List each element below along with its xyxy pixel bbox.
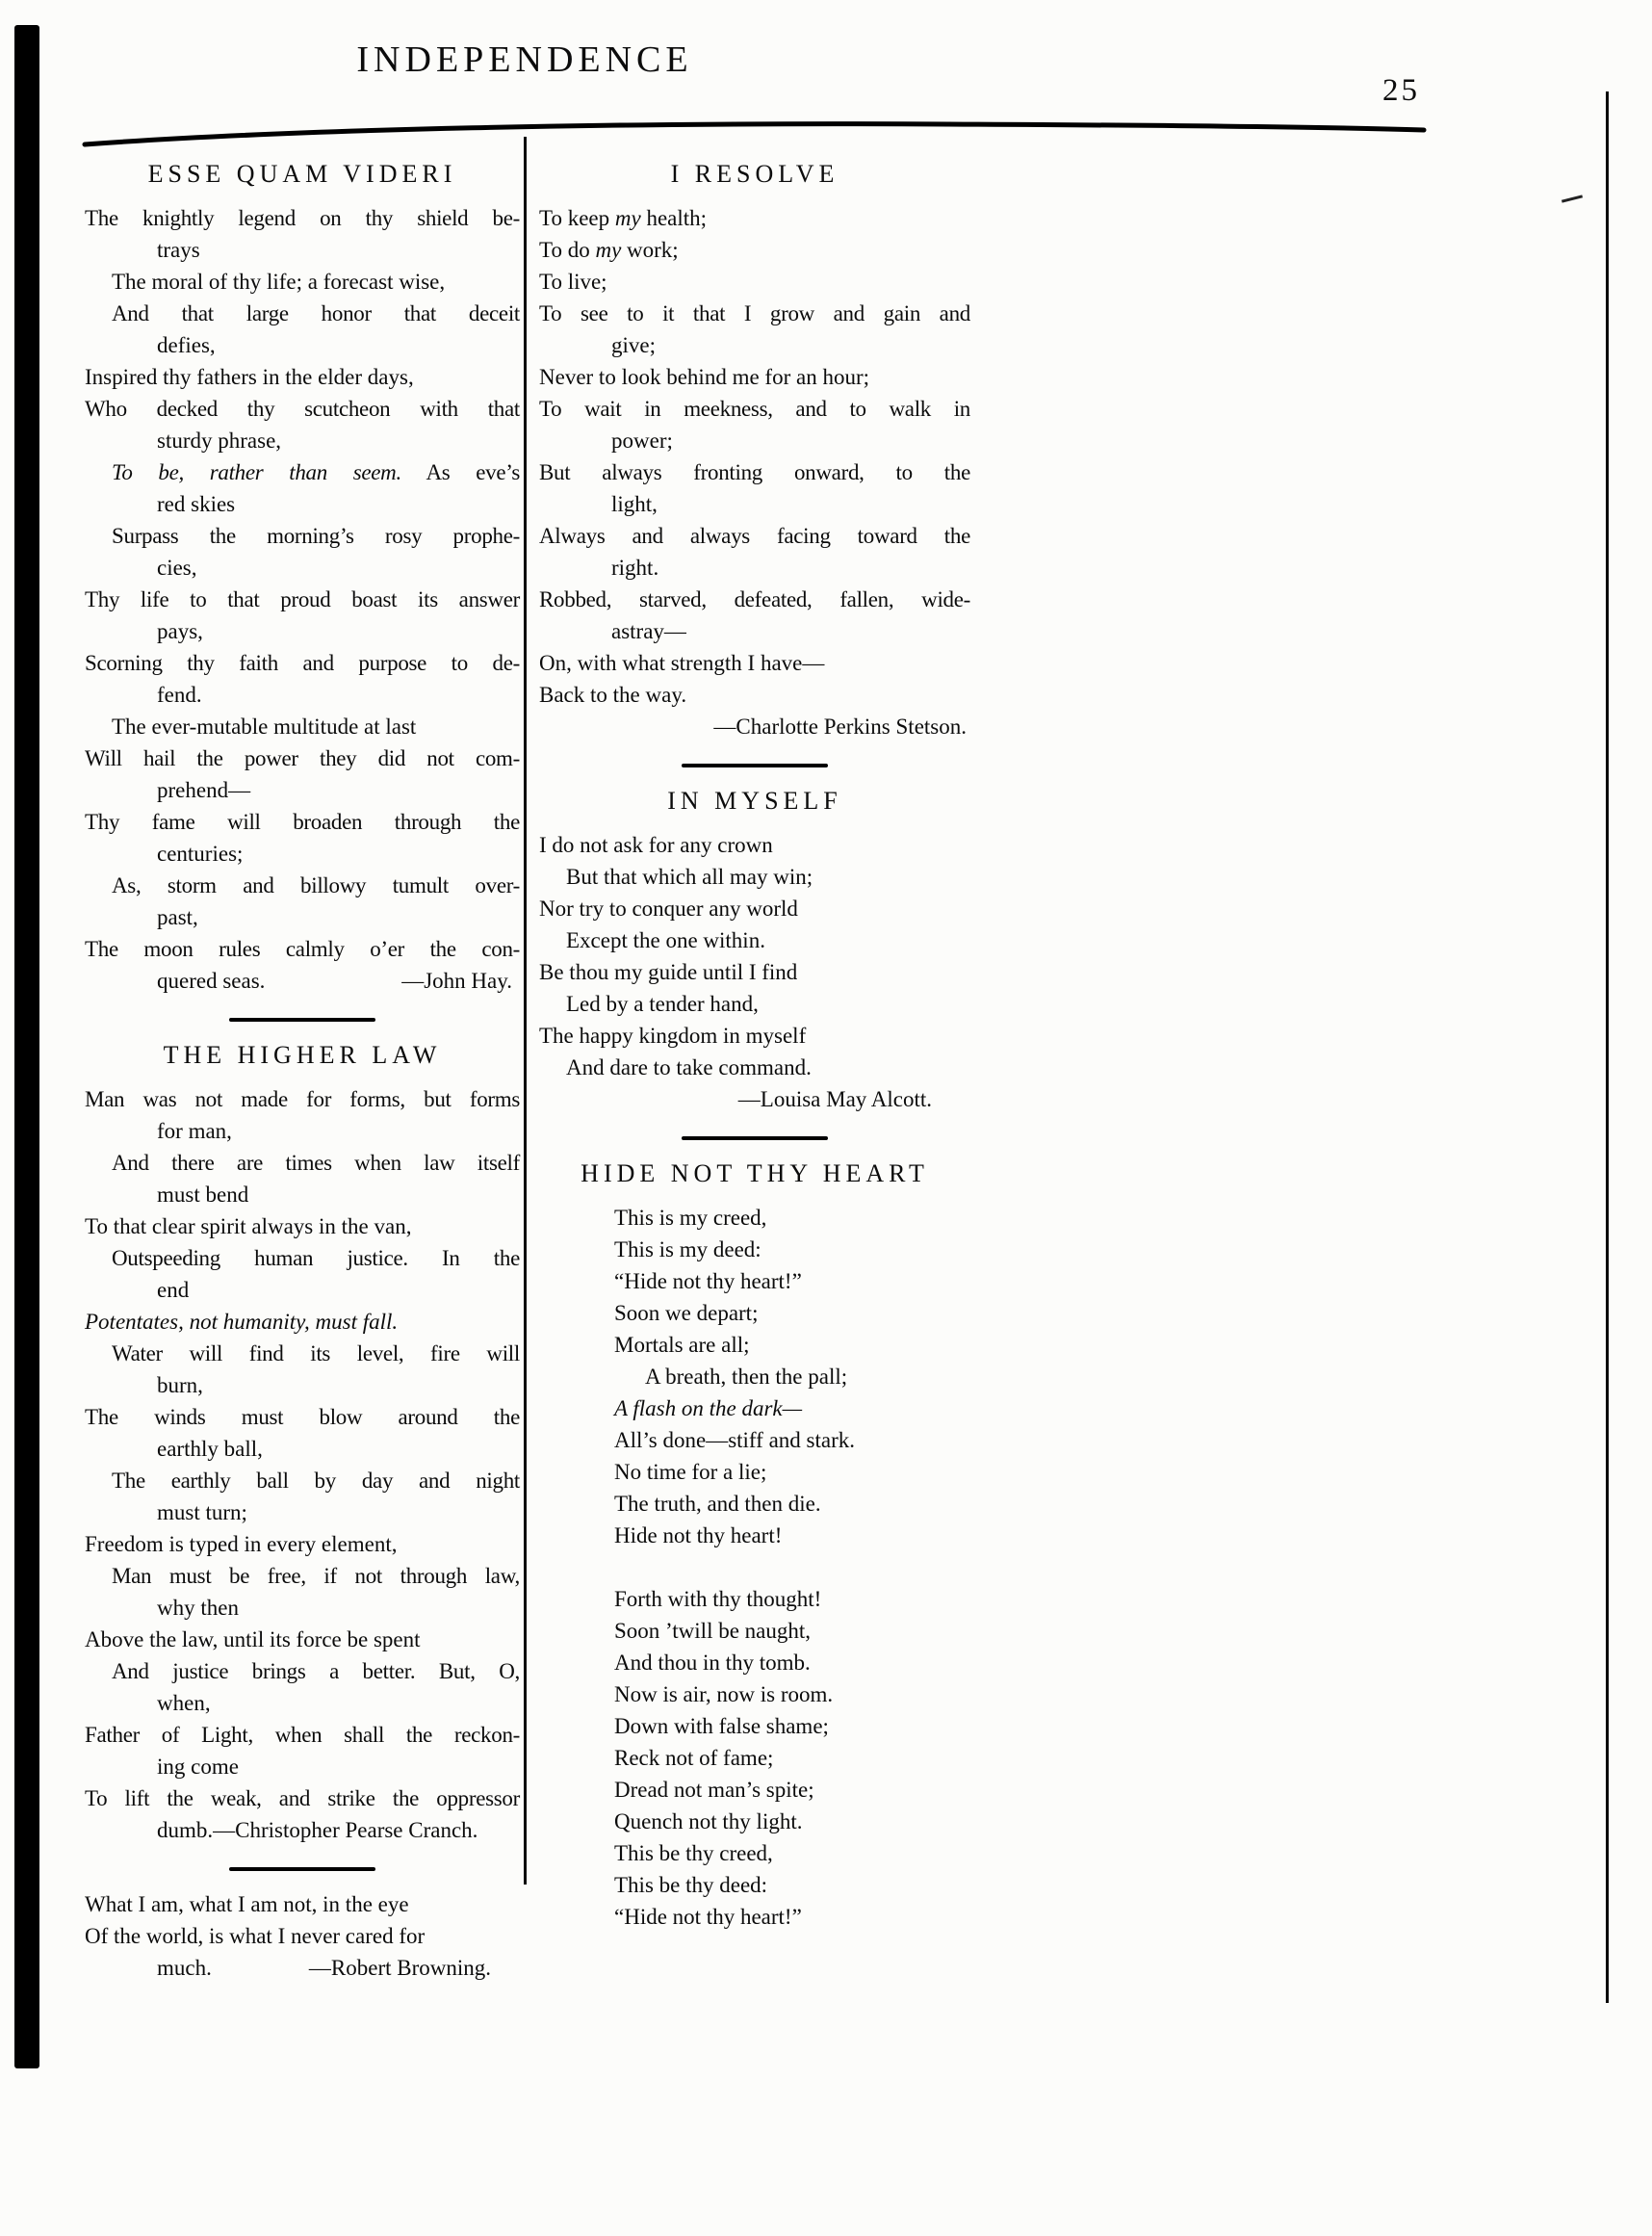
text: right. <box>611 556 659 580</box>
poem-line <box>85 1306 520 1338</box>
text: The ever-mutable multitude at last <box>112 715 417 739</box>
poem-line <box>112 456 520 488</box>
text: Will hail the power they did not com- <box>85 746 520 770</box>
poem-line <box>611 425 970 456</box>
text: past, <box>157 905 198 929</box>
poem-line <box>614 1742 970 1774</box>
text: Man must be free, if not through law, <box>112 1564 520 1588</box>
text: dumb.—Christopher Pearse Cranch. <box>157 1818 478 1842</box>
poem-line <box>539 520 970 552</box>
poem-line <box>112 1560 520 1592</box>
poem-title: IN MYSELF <box>667 787 842 815</box>
text: “Hide not thy heart!” <box>614 1905 802 1929</box>
poem-line <box>157 1179 520 1210</box>
text: I do not ask for any crown <box>539 833 773 857</box>
text: must turn; <box>157 1500 247 1524</box>
text: Man was not made for forms, but forms <box>85 1087 520 1111</box>
poem-line <box>112 711 520 742</box>
poem-line <box>85 584 520 615</box>
text: Down with false shame; <box>614 1714 829 1738</box>
text: As eve’s <box>400 460 520 484</box>
text: Soon ’twill be naught, <box>614 1619 812 1643</box>
poem-line <box>157 1751 520 1782</box>
text: Water will find its level, fire will <box>112 1341 520 1365</box>
text: Surpass the morning’s rosy prophe- <box>112 524 520 548</box>
text: work; <box>621 238 679 262</box>
text: fend. <box>157 683 202 707</box>
poem-line <box>157 679 520 711</box>
text: “Hide not thy heart!” <box>614 1269 802 1293</box>
poem-line <box>112 1338 520 1369</box>
poem-line <box>85 393 520 425</box>
text: give; <box>611 333 656 357</box>
scan-artifact-left-bar <box>14 25 39 2068</box>
poem-line <box>614 1520 970 1551</box>
poem-line <box>614 1234 970 1265</box>
stanza-gap <box>539 1551 970 1583</box>
poem-line <box>614 1710 970 1742</box>
poem-line <box>614 1774 970 1806</box>
text: The earthly ball by day and night <box>112 1469 520 1493</box>
poem-line <box>157 1433 520 1465</box>
poem-line <box>85 1083 520 1115</box>
poem-line <box>566 988 970 1020</box>
poem-line <box>85 1528 520 1560</box>
text: And there are times when law itself <box>112 1151 520 1175</box>
poem-line <box>539 361 970 393</box>
poem-line <box>85 1719 520 1751</box>
poem-line <box>85 1401 520 1433</box>
poem-line <box>539 393 970 425</box>
poem-line <box>85 361 520 393</box>
poem-line <box>614 1837 970 1869</box>
poem-line <box>112 1147 520 1179</box>
text: No time for a lie; <box>614 1460 767 1484</box>
text: sturdy phrase, <box>157 429 282 453</box>
poem-line <box>112 1655 520 1687</box>
scan-artifact-right-line <box>1606 91 1609 2003</box>
text: why then <box>157 1596 239 1620</box>
poem-line <box>539 1020 970 1052</box>
text: end <box>157 1278 190 1302</box>
text: Soon we depart; <box>614 1301 759 1325</box>
poem-line <box>539 266 970 298</box>
poem-line <box>157 615 520 647</box>
text: To lift the weak, and strike the oppressor <box>85 1786 520 1810</box>
poem-line <box>157 1115 520 1147</box>
text: And justice brings a better. But, O, <box>112 1659 520 1683</box>
poem-line <box>112 870 520 901</box>
poem-line <box>157 1952 520 1984</box>
text: Father of Light, when shall the reckon- <box>85 1723 520 1747</box>
poem-line <box>539 584 970 615</box>
text: Now is air, now is room. <box>614 1682 834 1706</box>
text: This is my deed: <box>614 1237 761 1261</box>
text: Forth with thy thought! <box>614 1587 822 1611</box>
poem-line <box>611 552 970 584</box>
text: The happy kingdom in myself <box>539 1024 807 1048</box>
poem-line <box>157 234 520 266</box>
text: As, storm and billowy tumult over- <box>112 873 520 897</box>
text: quered seas. <box>157 969 266 993</box>
text: power; <box>611 429 673 453</box>
text: Robbed, starved, defeated, fallen, wide- <box>539 587 970 611</box>
running-head: INDEPENDENCE <box>356 39 693 80</box>
poem-line <box>614 1202 970 1234</box>
text: burn, <box>157 1373 203 1397</box>
poem-line <box>611 329 970 361</box>
text: All’s done—stiff and stark. <box>614 1428 855 1452</box>
text: when, <box>157 1691 211 1715</box>
text: Thy fame will broaden through the <box>85 810 520 834</box>
text: Never to look behind me for an hour; <box>539 365 869 389</box>
text: To see to it that I grow and gain and <box>539 301 970 325</box>
right-column <box>539 152 970 1933</box>
poem-line <box>157 774 520 806</box>
text: Nor try to conquer any world <box>539 897 798 921</box>
poem-line <box>614 1392 970 1424</box>
poem-title: HIDE NOT THY HEART <box>581 1159 929 1187</box>
poem-line <box>614 1424 970 1456</box>
text: light, <box>611 492 658 516</box>
poem-line <box>85 1888 520 1920</box>
poem-line <box>614 1647 970 1678</box>
poem-line <box>157 901 520 933</box>
poem-line <box>614 1806 970 1837</box>
poem-line <box>157 1369 520 1401</box>
poem-line <box>85 1624 520 1655</box>
poem-line <box>614 1615 970 1647</box>
poem-line <box>539 456 970 488</box>
text: Who decked thy scutcheon with that <box>85 397 520 421</box>
text: Scorning thy faith and purpose to de- <box>85 651 520 675</box>
header-rule <box>82 116 1428 150</box>
italic-text: my <box>614 206 641 230</box>
text: centuries; <box>157 842 244 866</box>
poem-line <box>614 1329 970 1361</box>
page-number: 25 <box>1382 73 1420 108</box>
poem-line <box>539 647 970 679</box>
italic-text: A flash on the dark— <box>614 1396 803 1420</box>
text: What I am, what I am not, in the eye <box>85 1892 409 1916</box>
text: A breath, then the pall; <box>645 1365 848 1389</box>
text: Led by a tender hand, <box>566 992 759 1016</box>
poem-line <box>539 202 970 234</box>
poem-line <box>157 965 520 997</box>
poem-line <box>566 924 970 956</box>
poem-line <box>157 552 520 584</box>
text: defies, <box>157 333 216 357</box>
text: This be thy deed: <box>614 1873 768 1897</box>
text: health; <box>640 206 708 230</box>
poem-line <box>112 1242 520 1274</box>
author-attribution: —Louisa May Alcott. <box>737 1087 932 1111</box>
poem-line <box>85 647 520 679</box>
poem-line <box>85 806 520 838</box>
text: But that which all may win; <box>566 865 813 889</box>
text: Inspired thy fathers in the elder days, <box>85 365 414 389</box>
poem-line <box>85 202 520 234</box>
poem-line <box>157 488 520 520</box>
text: Freedom is typed in every element, <box>85 1532 398 1556</box>
left-column <box>85 152 520 1984</box>
section-divider-rule <box>682 1136 828 1140</box>
italic-text: my <box>595 238 622 262</box>
text: To do <box>539 238 596 262</box>
text: Thy life to that proud boast its answer <box>85 587 520 611</box>
author-attribution: —John Hay. <box>401 969 512 993</box>
poem-line <box>566 1052 970 1083</box>
poem-line <box>611 615 970 647</box>
text: prehend— <box>157 778 251 802</box>
poem-line <box>614 1583 970 1615</box>
text: The truth, and then die. <box>614 1492 821 1516</box>
text: On, with what strength I have— <box>539 651 825 675</box>
text: And that large honor that deceit <box>112 301 520 325</box>
text: To keep <box>539 206 615 230</box>
section-divider-rule <box>229 1018 375 1022</box>
poem-line <box>611 488 970 520</box>
poem-line <box>539 234 970 266</box>
poem-line <box>539 893 970 924</box>
poem-line <box>614 1901 970 1933</box>
poem-title: I RESOLVE <box>670 160 839 188</box>
poem-line <box>614 1456 970 1488</box>
poem-line <box>157 838 520 870</box>
text: Hide not thy heart! <box>614 1523 783 1547</box>
poem-line <box>157 1687 520 1719</box>
poem-line <box>157 1496 520 1528</box>
text: This is my creed, <box>614 1206 767 1230</box>
section-divider-rule <box>229 1867 375 1871</box>
text: cies, <box>157 556 197 580</box>
poem-line <box>85 742 520 774</box>
poem-line <box>112 1465 520 1496</box>
poem-line <box>614 1678 970 1710</box>
text: To that clear spirit always in the van, <box>85 1214 412 1238</box>
text: Quench not thy light. <box>614 1809 803 1833</box>
text: earthly ball, <box>157 1437 263 1461</box>
text: To live; <box>539 270 607 294</box>
text: The moral of thy life; a forecast wise, <box>112 270 446 294</box>
poem-line <box>112 298 520 329</box>
text: astray— <box>611 619 686 643</box>
poem-line <box>85 1210 520 1242</box>
poem-line <box>157 1814 520 1846</box>
text: Mortals are all; <box>614 1333 750 1357</box>
text: The moon rules calmly o’er the con- <box>85 937 520 961</box>
poem-line <box>539 298 970 329</box>
text: pays, <box>157 619 203 643</box>
text: And thou in thy tomb. <box>614 1651 811 1675</box>
text: And dare to take command. <box>566 1055 812 1079</box>
poem-line <box>85 1920 520 1952</box>
poem-line <box>112 266 520 298</box>
poem-line <box>85 933 520 965</box>
text: Except the one within. <box>566 928 765 952</box>
text: Above the law, until its force be spent <box>85 1627 421 1651</box>
text: Of the world, is what I never cared for <box>85 1924 426 1948</box>
italic-text: To be, rather than seem. <box>112 460 401 484</box>
text: The winds must blow around the <box>85 1405 520 1429</box>
text: for man, <box>157 1119 232 1143</box>
scan-artifact-tick <box>1562 195 1583 202</box>
text: Reck not of fame; <box>614 1746 774 1770</box>
author-attribution: —Robert Browning. <box>308 1956 491 1980</box>
poem-line <box>85 1782 520 1814</box>
text: red skies <box>157 492 236 516</box>
text: Outspeeding human justice. In the <box>112 1246 520 1270</box>
poem-line <box>157 329 520 361</box>
poem-line <box>614 1297 970 1329</box>
text: To wait in meekness, and to walk in <box>539 397 970 421</box>
poem-line <box>157 1274 520 1306</box>
text: must bend <box>157 1183 249 1207</box>
text: This be thy creed, <box>614 1841 773 1865</box>
poem-line <box>614 1869 970 1901</box>
poem-line <box>614 1488 970 1520</box>
text: Always and always facing toward the <box>539 524 970 548</box>
poem-line <box>539 679 970 711</box>
poem-title: ESSE QUAM VIDERI <box>147 160 457 188</box>
text: But always fronting onward, to the <box>539 460 970 484</box>
text: Be thou my guide until I find <box>539 960 798 984</box>
poem-line <box>157 1592 520 1624</box>
italic-text: Potentates, not humanity, must fall. <box>85 1310 399 1334</box>
poem-title: THE HIGHER LAW <box>163 1041 442 1069</box>
column-divider-rule <box>524 137 527 1885</box>
poem-line <box>539 829 970 861</box>
poem-line <box>566 861 970 893</box>
text: Dread not man’s spite; <box>614 1778 814 1802</box>
poem-line <box>645 1361 970 1392</box>
section-divider-rule <box>682 764 828 767</box>
text: Back to the way. <box>539 683 687 707</box>
text: ing come <box>157 1755 239 1779</box>
text: trays <box>157 238 200 262</box>
poem-line <box>112 520 520 552</box>
author-attribution: —Charlotte Perkins Stetson. <box>713 715 967 739</box>
text: much. <box>157 1956 212 1980</box>
text: The knightly legend on thy shield be- <box>85 206 520 230</box>
poem-line <box>157 425 520 456</box>
poem-line <box>539 956 970 988</box>
poem-line <box>614 1265 970 1297</box>
